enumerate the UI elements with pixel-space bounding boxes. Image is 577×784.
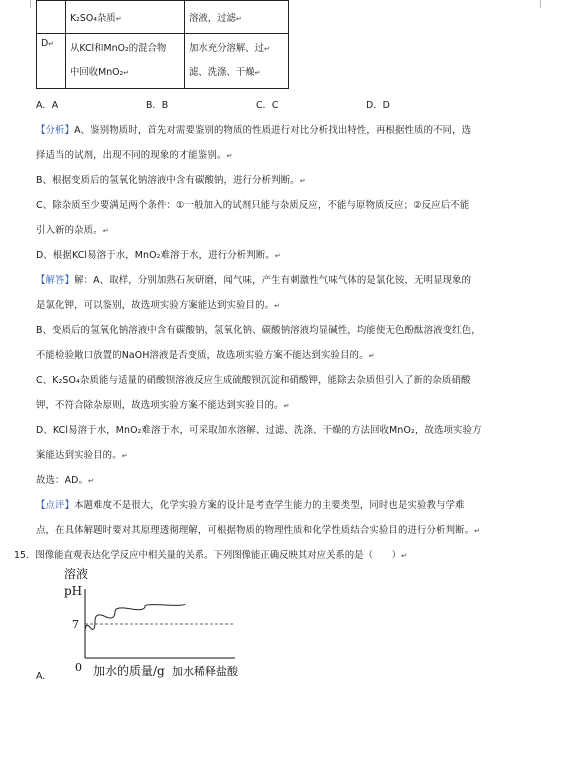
answer-tag: 【解答】 <box>36 275 75 286</box>
answer-text: 故选：AD。 <box>36 475 89 486</box>
answer-text: 钾，不符合除杂原则，故选项实验方案不能达到实验目的。 <box>36 400 284 411</box>
answer-line <box>36 272 471 286</box>
analysis-text: D、根据KCl易溶于水，MnO₂难溶于水，进行分析判断。 <box>36 250 275 261</box>
comment-line: 点，在具体解题时要对其原理透彻理解，可根据物质的物理性质和化学性质结合实验目的进行分析判断。↵ <box>36 525 481 536</box>
tick-label-7: 7 <box>72 618 79 631</box>
table-cell: K₂SO₄杂质↵ <box>66 1 185 34</box>
question-15: 15．图像能直观表达化学反应中相关量的关系。下列图像能正确反映其对应关系的是（ ）↵ <box>14 550 407 561</box>
answer-text: 是氯化钾，可以鉴别，故选项实验方案能达到实验目的。 <box>36 300 275 311</box>
option-c: C．C <box>256 100 279 111</box>
analysis-line <box>36 122 471 136</box>
table-cell-text: K₂SO₄杂质 <box>70 13 116 24</box>
table-cell-text: 从KCl和MnO₂的混合物 <box>70 43 167 54</box>
comment-text: 本题难度不是很大，化学实验方案的设计是考查学生能力的主要类型，同时也是实验教与学难 <box>74 500 465 511</box>
answer-text: 案能达到实验目的。 <box>36 450 122 461</box>
figure-caption: 加水稀释盐酸 <box>172 665 238 678</box>
comment-tag: 【点评】 <box>36 500 75 511</box>
answer-text: C、K₂SO₄杂质能与适量的硝酸钡溶液反应生成硫酸钡沉淀和硝酸钾，能除去杂质但引入了新的杂质硝酸 <box>36 375 471 386</box>
answer-line <box>36 422 482 436</box>
analysis-text: A、鉴别物质时，首先对需要鉴别的物质的性质进行对比分析找出特性，再根据性质的不同，选 <box>74 125 472 136</box>
answer-line <box>36 372 471 386</box>
option-a: A．A <box>36 100 59 111</box>
analysis-text: C、除杂质至少要满足两个条件：①一般加入的试剂只能与杂质反应，不能与原物质反应；②反应后不能 <box>36 200 470 211</box>
table-cell-text: 溶液，过滤 <box>189 13 236 24</box>
y-axis-label-line2: pH <box>64 584 83 598</box>
table-cell: 从KCl和MnO₂的混合物 中回收MnO₂↵ <box>66 34 185 89</box>
comment-line <box>36 497 465 511</box>
table-row <box>37 34 289 89</box>
figure-a-chart <box>50 563 270 688</box>
figure-a-option-label: A． <box>36 671 52 682</box>
table-cell-text: 加水充分溶解、过 <box>189 43 265 54</box>
analysis-line <box>36 197 469 211</box>
analysis-line: 择适当的试剂，出现不同的现象的才能鉴别。↵ <box>36 150 233 161</box>
analysis-line: B、根据变质后的氢氧化钠溶液中含有碳酸钠，进行分析判断。↵ <box>36 175 306 186</box>
table-cell: 溶液，过滤↵ <box>185 1 289 34</box>
origin-label: 0 <box>75 661 82 674</box>
question-text: 图像能直观表达化学反应中相关量的关系。下列图像能正确反映其对应关系的是（ ） <box>35 550 401 561</box>
x-axis-label: 加水的质量/g <box>93 664 165 678</box>
table-cell <box>37 1 66 34</box>
answer-text: 不能检验敞口放置的NaOH溶液是否变质，故选项实验方案不能达到实验目的。 <box>36 350 369 361</box>
answer-text: B、变质后的氢氧化钠溶液中含有碳酸钠，氢氧化钠、碳酸钠溶液均显碱性，均能使无色酚酞溶液变红色， <box>36 325 481 336</box>
answer-line: 故选：AD。↵ <box>36 475 95 486</box>
table-cell: D↵ <box>37 34 66 89</box>
answer-line <box>36 322 481 336</box>
corner-mark-top-right <box>540 0 551 8</box>
table-cell-text: 中回收MnO₂ <box>70 67 124 78</box>
answer-text: D、KCl易溶于水，MnO₂难溶于水，可采取加水溶解、过滤、洗涤、干燥的方法回收MnO₂，故选项实验方 <box>36 425 482 436</box>
table-cell-text: 滤、洗涤、干燥 <box>189 67 255 78</box>
answer-line: 案能达到实验目的。↵ <box>36 450 128 461</box>
row-label: D <box>41 38 49 49</box>
question-number: 15． <box>14 550 36 561</box>
analysis-line: 引入新的杂质。↵ <box>36 225 109 236</box>
analysis-tag: 【分析】 <box>36 125 75 136</box>
option-b: B．B <box>146 100 169 111</box>
answer-line: 是氯化钾，可以鉴别，故选项实验方案能达到实验目的。↵ <box>36 300 281 311</box>
comment-text: 点，在具体解题时要对其原理透彻理解，可根据物质的物理性质和化学性质结合实验目的进行分析判断。 <box>36 525 475 536</box>
answer-text: 解：A、取样，分别加熟石灰研磨，闻气味，产生有刺激性气味气体的是氯化铵，无明显现象的 <box>74 275 472 286</box>
analysis-line: D、根据KCl易溶于水，MnO₂难溶于水，进行分析判断。↵ <box>36 250 281 261</box>
options-table <box>36 0 289 89</box>
table-row <box>37 1 289 34</box>
answer-line: 钾，不符合除杂原则，故选项实验方案不能达到实验目的。↵ <box>36 400 290 411</box>
analysis-text: 择适当的试剂，出现不同的现象的才能鉴别。 <box>36 150 227 161</box>
answer-line: 不能检验敞口放置的NaOH溶液是否变质，故选项实验方案不能达到实验目的。↵ <box>36 350 375 361</box>
analysis-text: 引入新的杂质。 <box>36 225 103 236</box>
option-d: D．D <box>366 100 390 111</box>
corner-mark-top-left <box>20 0 31 8</box>
y-axis-label-line1: 溶液 <box>64 567 89 581</box>
analysis-text: B、根据变质后的氢氧化钠溶液中含有碳酸钠，进行分析判断。 <box>36 175 300 186</box>
table-cell: 加水充分溶解、过↵ 滤、洗涤、干燥↵ <box>185 34 289 89</box>
series-curve <box>85 604 185 633</box>
